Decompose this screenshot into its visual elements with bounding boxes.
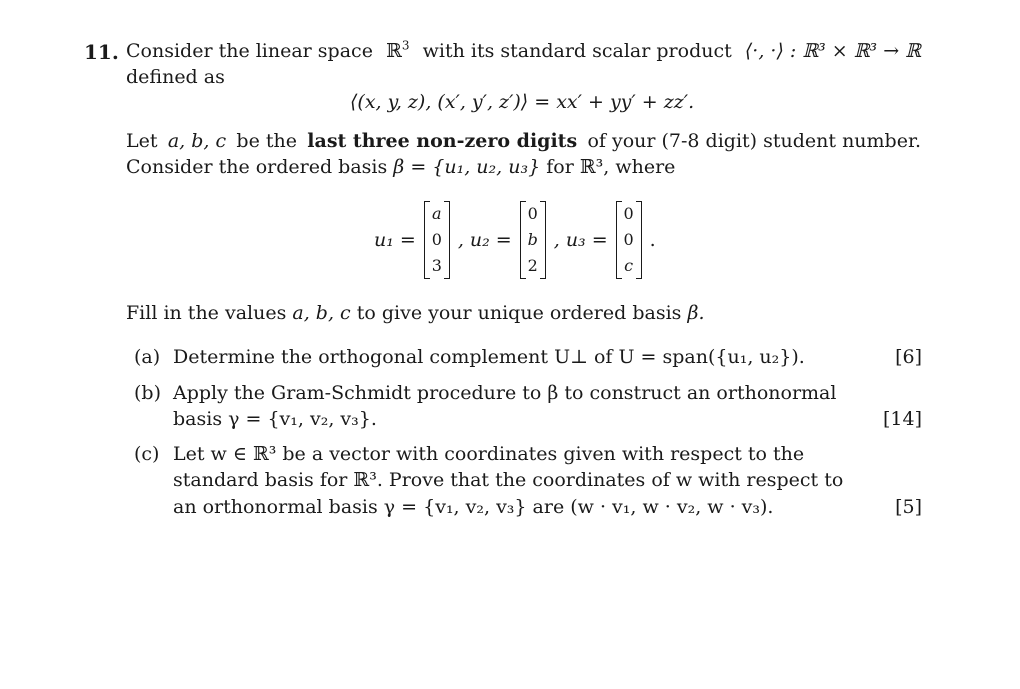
scalar-product-signature: ⟨·, ·⟩ : ℝ³ × ℝ³ → ℝ	[744, 40, 921, 62]
let-post: of your (7-8 digit) student number.	[587, 130, 921, 152]
let-be-the: be the	[236, 130, 297, 152]
basis-r3: ℝ³, where	[579, 156, 676, 178]
u1-label: u₁ =	[374, 229, 416, 251]
part-a-label: (a)	[134, 346, 161, 368]
fill-mid: to give your unique ordered basis	[356, 302, 682, 324]
part-b-line-1: Apply the Gram-Schmidt procedure to β to construct an orthonormal	[173, 382, 837, 404]
u2-entry-1: 0	[527, 204, 538, 223]
u2-vector	[520, 201, 546, 279]
part-c-marks: [5]	[895, 496, 922, 518]
basis-vectors	[374, 200, 656, 280]
basis-beta: β = {u₁, u₂, u₃}	[393, 156, 541, 178]
part-a-marks: [6]	[895, 346, 922, 368]
intro-left-text: Consider the linear space	[126, 40, 373, 62]
u3-vector	[616, 201, 642, 279]
part-a-line-1: Determine the orthogonal complement U⊥ of U = span({u₁, u₂}).	[173, 346, 805, 368]
part-b-line-2: basis γ = {v₁, v₂, v₃}.	[173, 408, 377, 430]
part-c-line-3: an orthonormal basis γ = {v₁, v₂, v₃} are (w · v₁, w · v₂, w · v₃).	[173, 496, 774, 518]
u3-entry-3: c	[624, 256, 634, 275]
part-b-label: (b)	[134, 382, 161, 404]
part-c-line-1: Let w ∈ ℝ³ be a vector with coordinates given with respect to the	[173, 443, 805, 465]
u2-entry-2: b	[527, 230, 538, 249]
basis-pre: Consider the ordered basis	[126, 156, 388, 178]
intro-line-1	[126, 40, 921, 62]
basis-for: for	[546, 156, 574, 178]
let-bold-phrase: last three non-zero digits	[307, 130, 578, 152]
r3-base: ℝ	[386, 40, 402, 62]
part-b-marks: [14]	[882, 408, 922, 430]
u1-entry-1: a	[432, 204, 442, 223]
fill-line	[126, 302, 704, 324]
r3-exponent: 3	[401, 38, 410, 53]
u2-entry-3: 2	[527, 256, 538, 275]
r3-symbol	[386, 40, 409, 62]
part-c-label: (c)	[134, 443, 160, 465]
let-vars: a, b, c	[167, 130, 227, 152]
part-c-line-2: standard basis for ℝ³. Prove that the coordinates of w with respect to	[173, 469, 844, 491]
u3-entry-2: 0	[623, 230, 634, 249]
basis-line	[126, 156, 675, 178]
u1-entry-3: 3	[431, 256, 442, 275]
u3-label: , u₃ =	[553, 229, 608, 251]
vectors-end-period: .	[649, 229, 656, 251]
u1-entry-2: 0	[431, 230, 442, 249]
let-pre: Let	[126, 130, 158, 152]
intro-line-2: defined as	[126, 66, 225, 88]
u1-vector	[424, 201, 450, 279]
fill-vars: a, b, c	[292, 302, 351, 324]
scalar-product-equation: ⟨(x, y, z), (x′, y′, z′)⟩ = xx′ + yy′ + zz′.	[350, 91, 695, 113]
fill-beta: β.	[687, 302, 705, 324]
u3-entry-1: 0	[623, 204, 634, 223]
let-line	[126, 130, 921, 152]
intro-mid-text: with its standard scalar product	[422, 40, 732, 62]
question-number: 11.	[84, 40, 119, 64]
u2-label: , u₂ =	[457, 229, 512, 251]
fill-pre: Fill in the values	[126, 302, 287, 324]
